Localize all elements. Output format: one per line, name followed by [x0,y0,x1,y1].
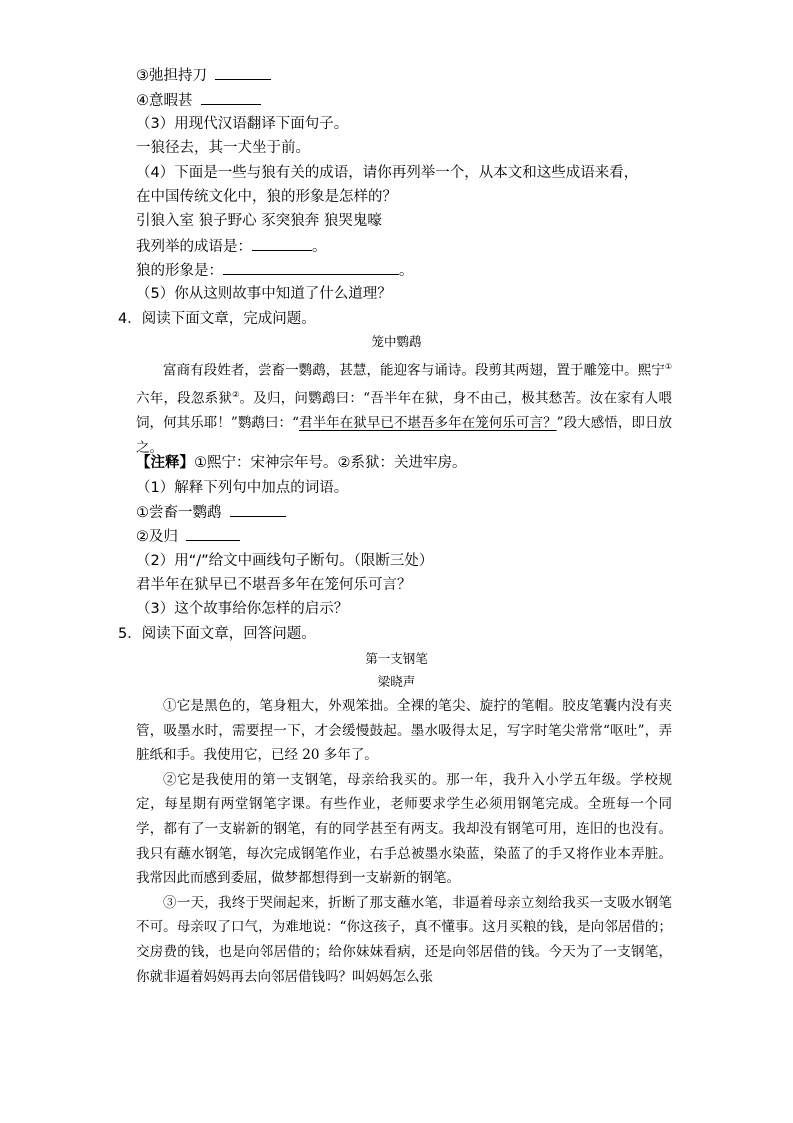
underlined-sentence: 君半年在狱早已不堪吾多年在笼何乐可言？ [299,415,557,432]
answer-blank[interactable] [201,90,261,105]
q3-item4: ④意暇甚 [136,90,261,111]
q5-paragraph-3: ③一天，我终于哭闹起来，折断了那支蘸水笔，非逼着母亲立刻给我买一支吸水钢笔不可。母亲叹了口气，为难地说：“你这孩子，真不懂事。这月买粮的钱，是向邻居借的；交房费的钱，也是向邻居借的；给你妹妹看病，还是向邻居借的钱。今天为了一支钢笔，你就非逼着妈妈再去向邻居借钱吗？叫妈妈怎么张 [136,894,672,985]
answer-blank[interactable] [223,260,399,275]
q4-sub2: （2）用“/”给文中画线句子断句。（限断三处） [136,553,434,569]
q5-paragraph-2: ②它是我使用的第一支钢笔，母亲给我买的。那一年，我升入小学五年级。学校规定，每星期有两堂钢笔字课。有些作业，老师要求学生必须用钢笔完成。全班每一个同学，都有了一支崭新的钢笔，有的同学甚至有两支。我却没有钢笔可用，连旧的也没有。我只有蘸水钢笔，每次完成钢笔作业，右手总被墨水染蓝，染蓝了的手又将作业本弄脏。我常因此而感到委屈，做梦都想得到一支崭新的钢笔。 [136,771,672,887]
q4-notes: 【注释】①熙宁：宋神宗年号。②系狱：关进牢房。 [136,455,467,471]
q3-sub5: （5）你从这则故事中知道了什么道理？ [136,286,392,302]
q3-my-idiom: 我列举的成语是： 。 [136,236,327,257]
q4-sub1: （1）解释下列句中加点的词语。 [136,480,349,496]
q3-sub4-line1: （4）下面是一些与狼有关的成语，请你再列举一个，从本文和这些成语来看， [136,165,639,181]
q5-passage [136,694,672,989]
answer-blank[interactable] [252,236,312,251]
q3-idioms: 引狼入室 狼子野心 豕突狼奔 狼哭鬼嚎 [136,213,382,229]
q3-item3: ③弛担持刀 [136,65,271,86]
q5-heading: 5．阅读下面文章，回答问题。 [118,626,316,642]
q3-sub3: （3）用现代汉语翻译下面句子。 [136,116,349,132]
q5-title: 第一支钢笔 [365,651,428,666]
answer-blank[interactable] [186,526,240,541]
answer-blank[interactable] [230,502,286,517]
footnote-marker: ① [664,362,672,371]
answer-blank[interactable] [215,65,271,80]
q3-sentence: 一狼径去，其一犬坐于前。 [136,140,310,156]
q4-sub3: （3）这个故事给你怎样的启示？ [136,601,349,617]
q4-item1: ①尝畜一鹦鹉 [136,502,286,523]
q4-heading: 4．阅读下面文章，完成问题。 [118,311,316,327]
q5-author: 梁晓声 [377,674,416,689]
q4-sentence: 君半年在狱早已不堪吾多年在笼何乐可言？ [136,577,412,593]
q3-wolf-image: 狼的形象是： 。 [136,260,414,281]
footnote-marker: ② [232,390,240,400]
q3-sub4-line2: 在中国传统文化中，狼的形象是怎样的？ [136,189,397,205]
q4-title: 笼中鹦鹉 [371,334,422,349]
q4-passage: 富商有段姓者，尝畜一鹦鹉，甚慧，能迎客与诵诗。段剪其两翅，置于雕笼中。熙宁①六年，段忽系狱②。及归，问鹦鹉曰：“吾半年在狱，身不由己，极其愁苦。汝在家有人喂饲，何其乐耶！”鹦鹉曰：“君半年在狱早已不堪吾多年在笼何乐可言？”段大感悟，即日放之。 [136,362,673,457]
q5-paragraph-1: ①它是黑色的，笔身粗大，外观笨拙。全裸的笔尖、旋拧的笔帽。胶皮笔囊内没有夹管，吸墨水时，需要捏一下，才会缓慢鼓起。墨水吸得太足，写字时笔尖常常“呕吐”，弄脏纸和手。我使用它，已经 20 多年了。 [136,698,672,764]
q4-item2: ②及归 [136,526,240,547]
